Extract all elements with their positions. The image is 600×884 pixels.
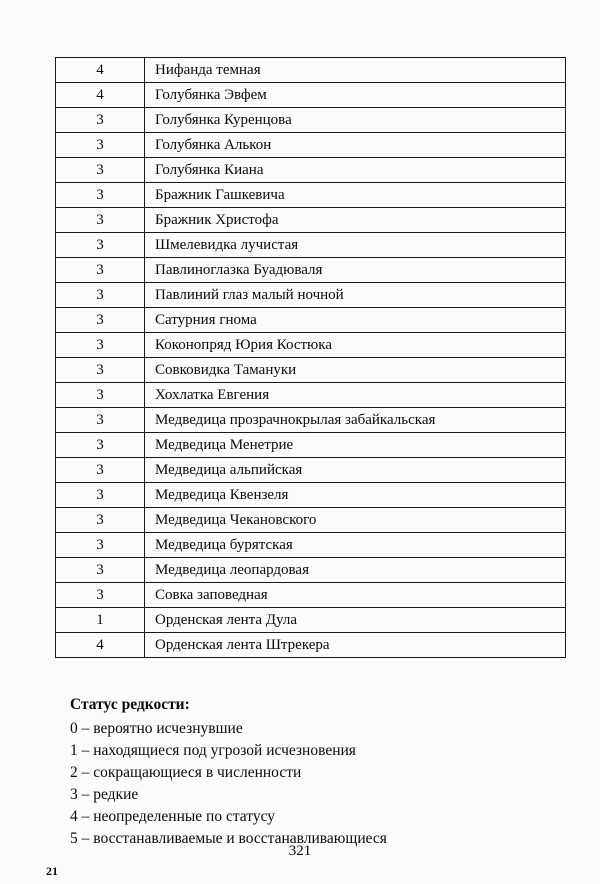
table-row bbox=[56, 108, 566, 133]
table-row bbox=[56, 58, 566, 83]
species-name-cell: Совка заповедная bbox=[145, 583, 566, 608]
table-row bbox=[56, 558, 566, 583]
species-name-cell: Голубянка Алькон bbox=[145, 133, 566, 158]
table-row bbox=[56, 83, 566, 108]
status-cell: 3 bbox=[56, 358, 145, 383]
legend-title: Статус редкости: bbox=[70, 696, 190, 713]
species-name-cell: Павлиноглазка Буадюваля bbox=[145, 258, 566, 283]
status-cell: 3 bbox=[56, 258, 145, 283]
table-row bbox=[56, 333, 566, 358]
table-row bbox=[56, 458, 566, 483]
legend-item: 0 – вероятно исчезнувшие bbox=[70, 720, 243, 737]
status-cell: 3 bbox=[56, 283, 145, 308]
species-name-cell: Павлиний глаз малый ночной bbox=[145, 283, 566, 308]
table-row bbox=[56, 408, 566, 433]
status-cell: 3 bbox=[56, 108, 145, 133]
species-name-cell: Медведица Квензеля bbox=[145, 483, 566, 508]
legend-item: 4 – неопределенные по статусу bbox=[70, 808, 276, 825]
table-row bbox=[56, 258, 566, 283]
species-name-cell: Орденская лента Штрекера bbox=[145, 633, 566, 658]
status-cell: 3 bbox=[56, 383, 145, 408]
status-cell: 1 bbox=[56, 608, 145, 633]
species-name-cell: Орденская лента Дула bbox=[145, 608, 566, 633]
table-row bbox=[56, 383, 566, 408]
species-name-cell: Нифанда темная bbox=[145, 58, 566, 83]
legend-item: 1 – находящиеся под угрозой исчезновения bbox=[70, 742, 356, 759]
species-name-cell: Медведица прозрачнокрылая забайкальская bbox=[145, 408, 566, 433]
status-cell: 3 bbox=[56, 158, 145, 183]
species-name-cell: Бражник Гашкевича bbox=[145, 183, 566, 208]
status-cell: 3 bbox=[56, 333, 145, 358]
corner-page-number: 21 bbox=[46, 864, 58, 878]
table-row bbox=[56, 133, 566, 158]
table-row bbox=[56, 233, 566, 258]
table-row bbox=[56, 483, 566, 508]
status-cell: 3 bbox=[56, 183, 145, 208]
status-cell: 3 bbox=[56, 483, 145, 508]
species-name-cell: Голубянка Куренцова bbox=[145, 108, 566, 133]
status-cell: 3 bbox=[56, 533, 145, 558]
status-cell: 4 bbox=[56, 83, 145, 108]
species-name-cell: Медведица леопардовая bbox=[145, 558, 566, 583]
table-row bbox=[56, 208, 566, 233]
species-name-cell: Шмелевидка лучистая bbox=[145, 233, 566, 258]
species-name-cell: Совковидка Тамануки bbox=[145, 358, 566, 383]
table-row bbox=[56, 158, 566, 183]
species-name-cell: Сатурния гнома bbox=[145, 308, 566, 333]
table-row bbox=[56, 183, 566, 208]
status-cell: 3 bbox=[56, 508, 145, 533]
table-row bbox=[56, 508, 566, 533]
table-row bbox=[56, 533, 566, 558]
table-body bbox=[56, 58, 566, 658]
species-status-table bbox=[55, 57, 566, 658]
status-cell: 3 bbox=[56, 408, 145, 433]
page-number: 321 bbox=[288, 843, 312, 859]
status-cell: 4 bbox=[56, 58, 145, 83]
legend-item: 3 – редкие bbox=[70, 786, 139, 803]
legend-item: 2 – сокращающиеся в численности bbox=[70, 764, 302, 781]
status-cell: 3 bbox=[56, 208, 145, 233]
table-row bbox=[56, 358, 566, 383]
table-row bbox=[56, 608, 566, 633]
species-name-cell: Медведица бурятская bbox=[145, 533, 566, 558]
status-cell: 3 bbox=[56, 308, 145, 333]
table-row bbox=[56, 283, 566, 308]
table-row bbox=[56, 633, 566, 658]
species-name-cell: Хохлатка Евгения bbox=[145, 383, 566, 408]
species-name-cell: Коконопряд Юрия Костюка bbox=[145, 333, 566, 358]
status-cell: 3 bbox=[56, 458, 145, 483]
status-cell: 3 bbox=[56, 558, 145, 583]
status-cell: 3 bbox=[56, 583, 145, 608]
status-cell: 3 bbox=[56, 133, 145, 158]
species-name-cell: Медведица Менетрие bbox=[145, 433, 566, 458]
species-name-cell: Медведица Чекановского bbox=[145, 508, 566, 533]
species-name-cell: Голубянка Эвфем bbox=[145, 83, 566, 108]
legend-item: 5 – восстанавливаемые и восстанавливающиеся bbox=[70, 830, 387, 847]
species-name-cell: Медведица альпийская bbox=[145, 458, 566, 483]
table-row bbox=[56, 433, 566, 458]
table-row bbox=[56, 583, 566, 608]
status-cell: 3 bbox=[56, 233, 145, 258]
table-row bbox=[56, 308, 566, 333]
legend-items bbox=[70, 718, 387, 850]
rarity-legend bbox=[70, 694, 387, 850]
status-cell: 4 bbox=[56, 633, 145, 658]
species-name-cell: Бражник Христофа bbox=[145, 208, 566, 233]
species-name-cell: Голубянка Киана bbox=[145, 158, 566, 183]
status-cell: 3 bbox=[56, 433, 145, 458]
